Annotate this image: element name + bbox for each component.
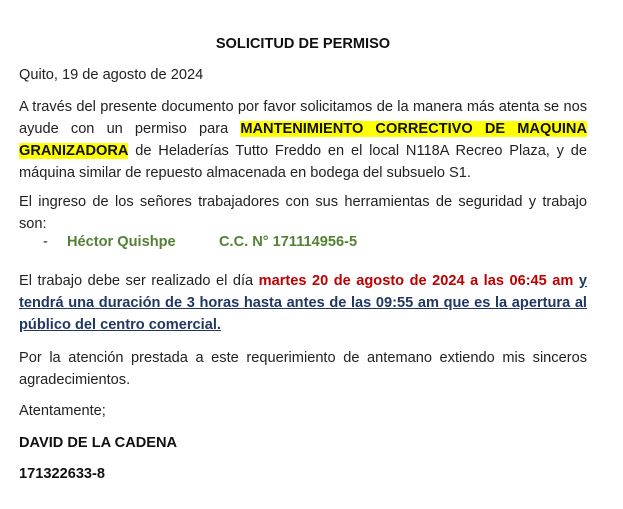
thanks-paragraph: Por la atención prestada a este requerimiento de antemano extiendo mis sinceros agradecimientos. [19, 350, 587, 388]
request-text-start: A través del presente documento por favor solicitamos de la manera más atenta se nos ayude con un permiso para [19, 99, 587, 137]
workers-intro-paragraph: El ingreso de los señores trabajadores con sus herramientas de seguridad y trabajo son: [19, 194, 587, 232]
signer-id-number: 171322633-8 [19, 466, 106, 482]
date-line: Quito, 19 de agosto de 2024 [19, 67, 204, 83]
highlighted-work-description: MANTENIMIENTO CORRECTIVO DE MAQUINA GRANIZADORA [19, 121, 587, 159]
schedule-duration: y tendrá una duración de 3 horas hasta antes de las 09:55 am que es la apertura al público del centro comercial. [19, 273, 587, 333]
request-text-end: de Heladerías Tutto Freddo en el local N118A Recreo Plaza, y de máquina similar de repuesto almacenada en bodega del subsuelo S1. [19, 143, 587, 181]
worker-id: C.C. N° 171114956-5 [219, 234, 358, 250]
worker-list-item [43, 231, 357, 253]
schedule-text-start: El trabajo debe ser realizado el día [19, 273, 259, 289]
document-title: SOLICITUD DE PERMISO [215, 36, 391, 52]
schedule-datetime: martes 20 de agosto de 2024 a las 06:45 am [258, 273, 574, 289]
signer-name: DAVID DE LA CADENA [19, 435, 178, 451]
schedule-paragraph [19, 270, 587, 336]
request-paragraph [19, 96, 587, 184]
list-bullet: - [43, 234, 48, 250]
closing-line: Atentamente; [19, 403, 106, 419]
worker-name: Héctor Quishpe [67, 234, 176, 250]
